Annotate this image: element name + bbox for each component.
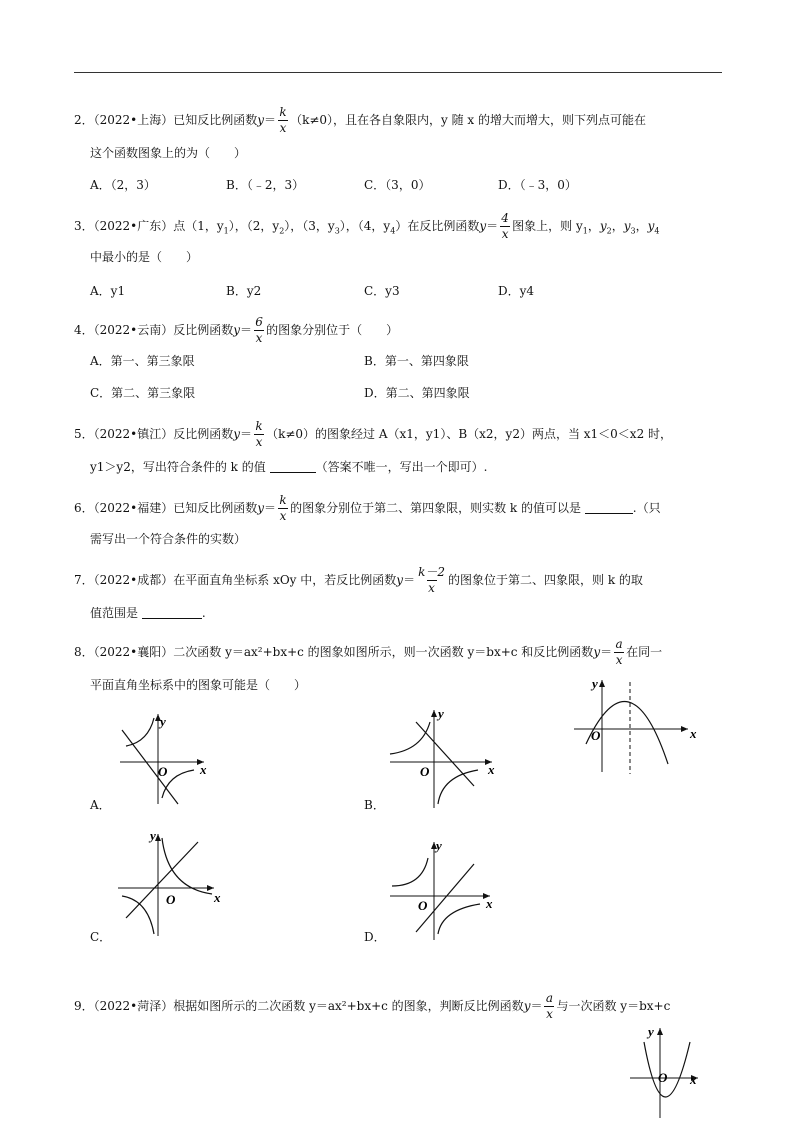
q8-c-origin-label: O — [166, 892, 176, 907]
q8-option-a-graph — [112, 706, 222, 806]
q2-fraction: $\frac{k}{x}$ — [279, 105, 287, 135]
q8-option-b-label: B． — [364, 798, 385, 812]
q6-fraction: $\frac{k}{x}$ — [279, 493, 287, 523]
q5-line2: y1＞y2，写出符合条件的 k 的值 （答案不唯一，写出一个即可）. — [90, 460, 488, 474]
q8-c-y-label: y — [150, 828, 156, 843]
q3-line1: 3．（2022•广东）点（1，$y_1$），（2，$y_2$），（3，$y_3$），（4，$y_4$）在反比例函数y＝ $\frac{4}{x}$ 图象上，则 $y_1$，$y_2$，$y_3$，$y_4$ — [74, 211, 660, 241]
q8-parabola-graph — [564, 672, 704, 782]
q9-parabola-graph — [624, 1020, 710, 1120]
q5-answer-blank[interactable] — [270, 471, 316, 473]
q8-d-x-label: x — [486, 896, 493, 911]
q2-option-d: D．（﹣3，0） — [498, 178, 577, 192]
q8-fraction: $\frac{a}{x}$ — [615, 637, 623, 667]
q5-line1: 5．（2022•镇江）反比例函数y＝ $\frac{k}{x}$ （k≠0）的图象经过 A（x1，y1）、B（x2，y2）两点，当 x1＜0＜x2 时， — [74, 419, 673, 449]
q8-a-y-label: y — [160, 714, 166, 729]
q8-line2: 平面直角坐标系中的图象可能是（ ） — [90, 678, 307, 692]
q7-fraction: $\frac{k-2}{x}$ — [418, 565, 445, 595]
q4-option-a: A．第一、第三象限 — [90, 354, 195, 368]
q8-parabola-y-label: y — [592, 676, 598, 691]
q8-option-d-graph — [382, 834, 502, 944]
q4-option-b: B．第一、第四象限 — [364, 354, 469, 368]
q4-line1: 4．（2022•云南）反比例函数y＝ $\frac{6}{x}$ 的图象分别位于（ ） — [74, 315, 399, 345]
q2-line2: 这个函数图象上的为（ ） — [90, 146, 247, 160]
q9-x-label: x — [690, 1072, 697, 1087]
q8-c-x-label: x — [214, 890, 221, 905]
q4-fraction: $\frac{6}{x}$ — [255, 315, 263, 345]
header-rule — [74, 72, 722, 73]
q6-line2: 需写出一个符合条件的实数） — [90, 532, 247, 546]
q2-option-b: B．（﹣2，3） — [226, 178, 305, 192]
q8-a-x-label: x — [200, 762, 207, 777]
q8-a-origin-label: O — [158, 764, 168, 779]
q8-parabola-x-label: x — [690, 726, 697, 741]
q7-answer-blank[interactable] — [142, 617, 202, 619]
q8-parabola-origin-label: O — [591, 728, 601, 743]
q7-line2: 值范围是 . — [90, 606, 206, 620]
q8-option-d-label: D． — [364, 930, 386, 944]
q2-line1: 2．（2022•上海）已知反比例函数y＝ $\frac{k}{x}$ （k≠0），且在各自象限内，y 随 x 的增大而增大，则下列点可能在 — [74, 105, 647, 135]
q8-option-c-label: C． — [90, 930, 112, 944]
q8-b-x-label: x — [488, 762, 495, 777]
q3-fraction: $\frac{4}{x}$ — [501, 211, 509, 241]
q5-fraction: $\frac{k}{x}$ — [255, 419, 263, 449]
q8-line1: 8．（2022•襄阳）二次函数 y＝ax²+bx+c 的图象如图所示，则一次函数 y＝bx+c 和反比例函数y＝ $\frac{a}{x}$ 在同一 — [74, 637, 663, 667]
q9-fraction: $\frac{a}{x}$ — [545, 991, 554, 1021]
q7-line1: 7．（2022•成都）在平面直角坐标系 xOy 中，若反比例函数y＝ $\frac{k-2}{x}$ 的图象位于第二、四象限，则 k 的取 — [74, 565, 643, 595]
q8-d-y-label: y — [436, 838, 442, 853]
q3-option-d: D．y4 — [498, 284, 535, 298]
q6-line1: 6．（2022•福建）已知反比例函数y＝ $\frac{k}{x}$ 的图象分别位于第二、第四象限，则实数 k 的值可以是 .（只 — [74, 493, 661, 523]
q9-origin-label: O — [658, 1070, 668, 1085]
q3-option-c: C．y3 — [364, 284, 400, 298]
q3-line2: 中最小的是（ ） — [90, 250, 199, 264]
q2-option-c: C．（3，0） — [364, 178, 431, 192]
q6-answer-blank[interactable] — [585, 512, 633, 514]
q4-option-c: C．第二、第三象限 — [90, 386, 196, 400]
q2-option-a: A．（2，3） — [90, 178, 156, 192]
q8-d-origin-label: O — [418, 898, 428, 913]
q2-text-a: 2．（2022•上海）已知反比例函数 — [74, 113, 258, 127]
q8-b-y-label: y — [438, 706, 444, 721]
q3-option-b: B．y2 — [226, 284, 262, 298]
q9-y-label: y — [648, 1024, 654, 1039]
q8-option-a-label: A． — [90, 798, 111, 812]
q8-b-origin-label: O — [420, 764, 430, 779]
q8-option-b-graph — [382, 704, 502, 812]
q2-text-b: （k≠0），且在各自象限内，y 随 x 的增大而增大，则下列点可能在 — [290, 113, 647, 127]
q8-option-c-graph — [112, 824, 232, 940]
q3-option-a: A．y1 — [90, 284, 126, 298]
q9-line1: 9．（2022•菏泽）根据如图所示的二次函数 y＝ax²+bx+c 的图象，判断反比例函数y＝ $\frac{a}{x}$ 与一次函数 y＝bx+c — [74, 991, 671, 1021]
q4-option-d: D．第二、第四象限 — [364, 386, 470, 400]
